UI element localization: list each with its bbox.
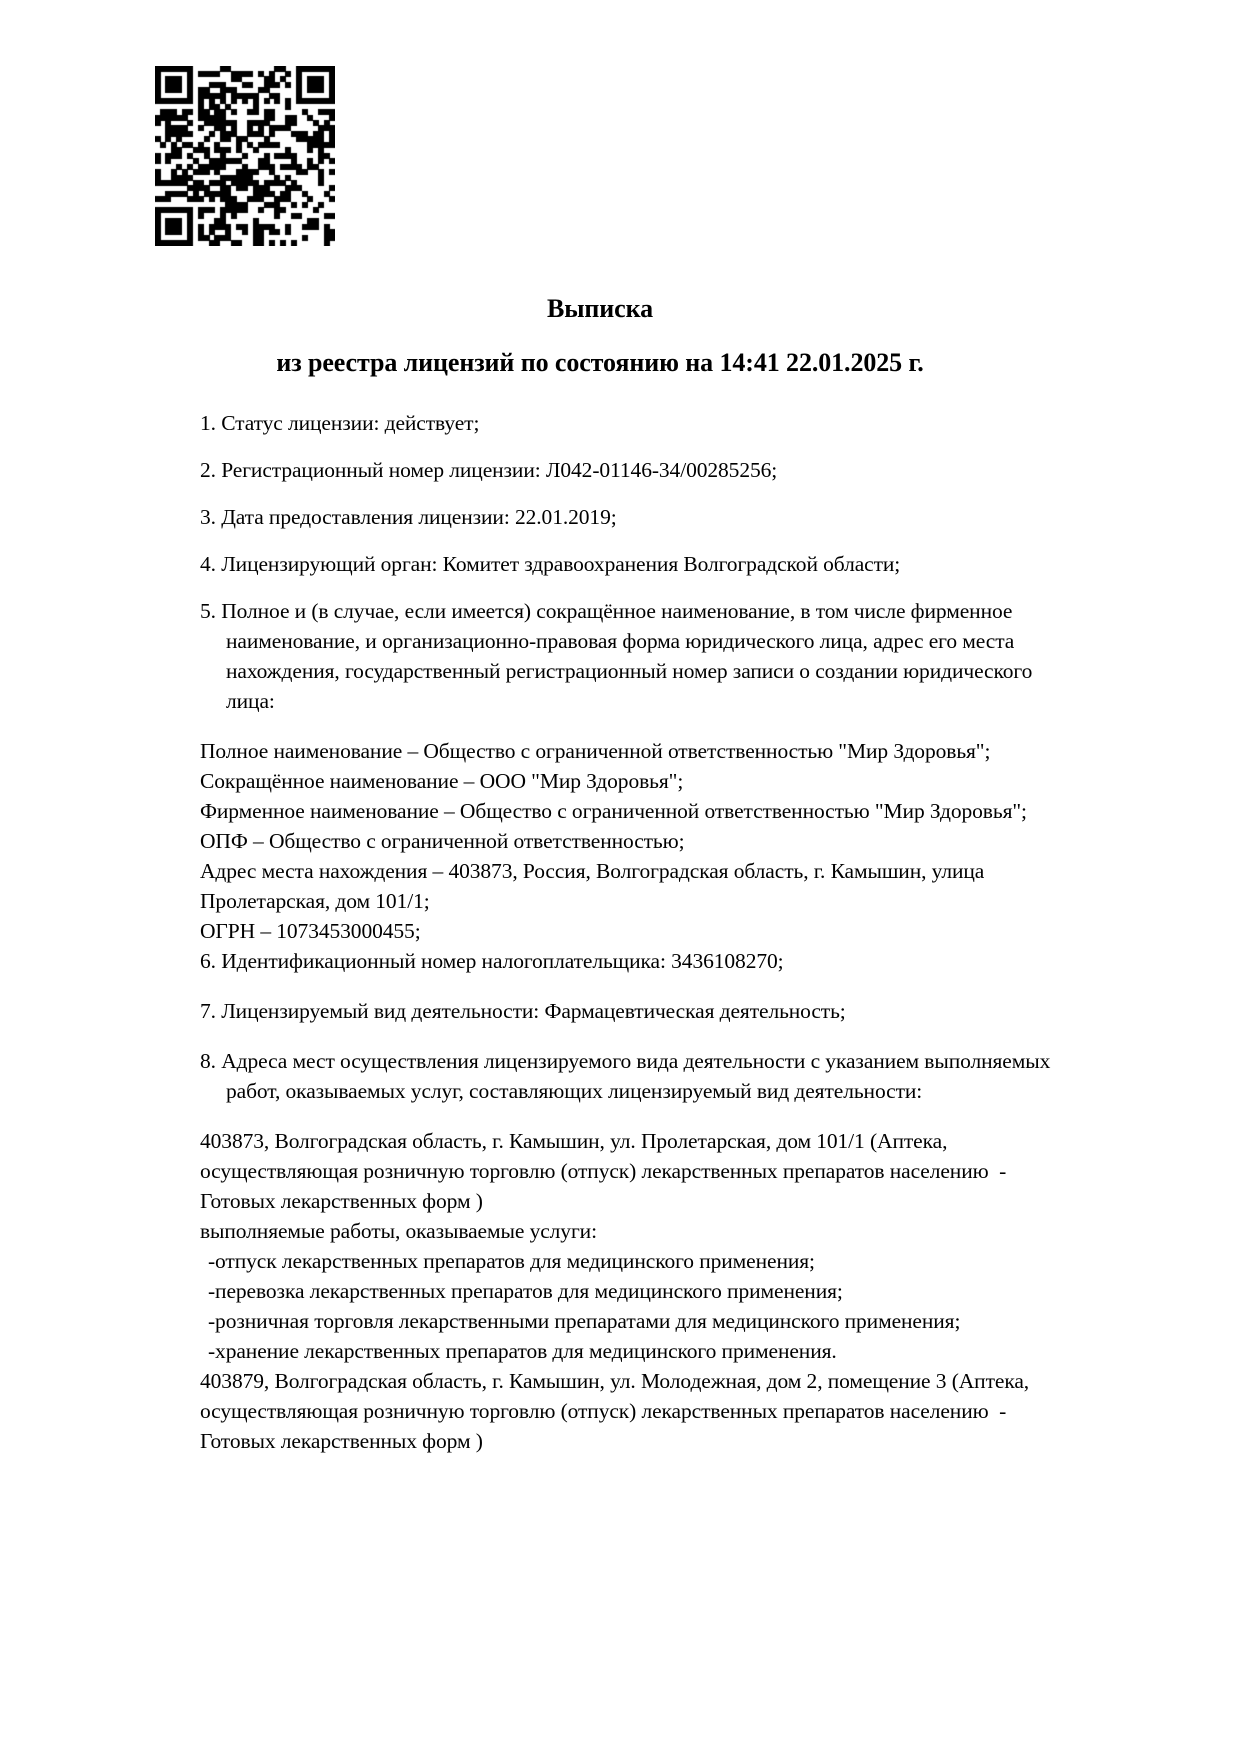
page-subtitle: из реестра лицензий по состоянию на 14:41 22.01.2025 г. (276, 348, 924, 377)
item-license-status: 1. Статус лицензии: действует; (200, 411, 480, 435)
org-address: Адрес места нахождения – 403873, Россия, Волгоградская область, г. Камышин, улица Пролетарская, дом 101/1; (200, 859, 990, 913)
site-1-work-item: -хранение лекарственных препаратов для медицинского применения. (208, 1339, 837, 1363)
page-title: Выписка (546, 294, 654, 323)
item-registration-number: 2. Регистрационный номер лицензии: Л042-01146-34/00285256; (200, 458, 778, 482)
license-extract-document (200, 292, 1055, 1456)
site-1-work-item: -отпуск лекарственных препаратов для медицинского применения; (208, 1249, 815, 1273)
item-inn: 6. Идентификационный номер налогоплательщика: 3436108270; (200, 949, 784, 973)
qr-code (155, 66, 335, 246)
site-1-work-item: -перевозка лекарственных препаратов для медицинского применения; (208, 1279, 843, 1303)
item-addresses-header: 8. Адреса мест осуществления лицензируемого вида деятельности с указанием выполняемых работ, оказываемых услуг, составляющих лицензируемый вид деятельности: (200, 1049, 1056, 1103)
item-activity-type: 7. Лицензируемый вид деятельности: Фармацевтическая деятельность; (200, 999, 846, 1023)
org-details-block (200, 736, 1055, 946)
item-names-header: 5. Полное и (в случае, если имеется) сокращённое наименование, в том числе фирменное наименование, и организационно-правовая форма юридического лица, адрес его места нахождения, государственный регистрационный номер записи о создании юридического лица: (200, 599, 1038, 713)
item-licensing-authority: 4. Лицензирующий орган: Комитет здравоохранения Волгоградской области; (200, 552, 901, 576)
item-grant-date: 3. Дата предоставления лицензии: 22.01.2019; (200, 505, 617, 529)
site-2-block (200, 1366, 1055, 1456)
org-short-name: Сокращённое наименование – ООО "Мир Здоровья"; (200, 769, 684, 793)
org-ogrn: ОГРН – 1073453000455; (200, 919, 421, 943)
site-2-address: 403879, Волгоградская область, г. Камышин, ул. Молодежная, дом 2, помещение 3 (Аптека, осуществляющая розничную торговлю (отпуск) лекарственных препаратов населению - Готовых лекарственных форм ) (200, 1369, 1035, 1453)
site-1-works-label: выполняемые работы, оказываемые услуги: (200, 1219, 597, 1243)
org-legal-form: ОПФ – Общество с ограниченной ответственностью; (200, 829, 685, 853)
org-full-name: Полное наименование – Общество с ограниченной ответственностью "Мир Здоровья"; (200, 739, 991, 763)
site-1-address: 403873, Волгоградская область, г. Камышин, ул. Пролетарская, дом 101/1 (Аптека, осуществляющая розничную торговлю (отпуск) лекарственных препаратов населению - Готовых лекарственных форм ) (200, 1129, 1012, 1213)
site-1-work-item: -розничная торговля лекарственными препаратами для медицинского применения; (208, 1309, 961, 1333)
org-brand-name: Фирменное наименование – Общество с ограниченной ответственностью "Мир Здоровья"; (200, 799, 1027, 823)
site-1-block (200, 1126, 1055, 1366)
